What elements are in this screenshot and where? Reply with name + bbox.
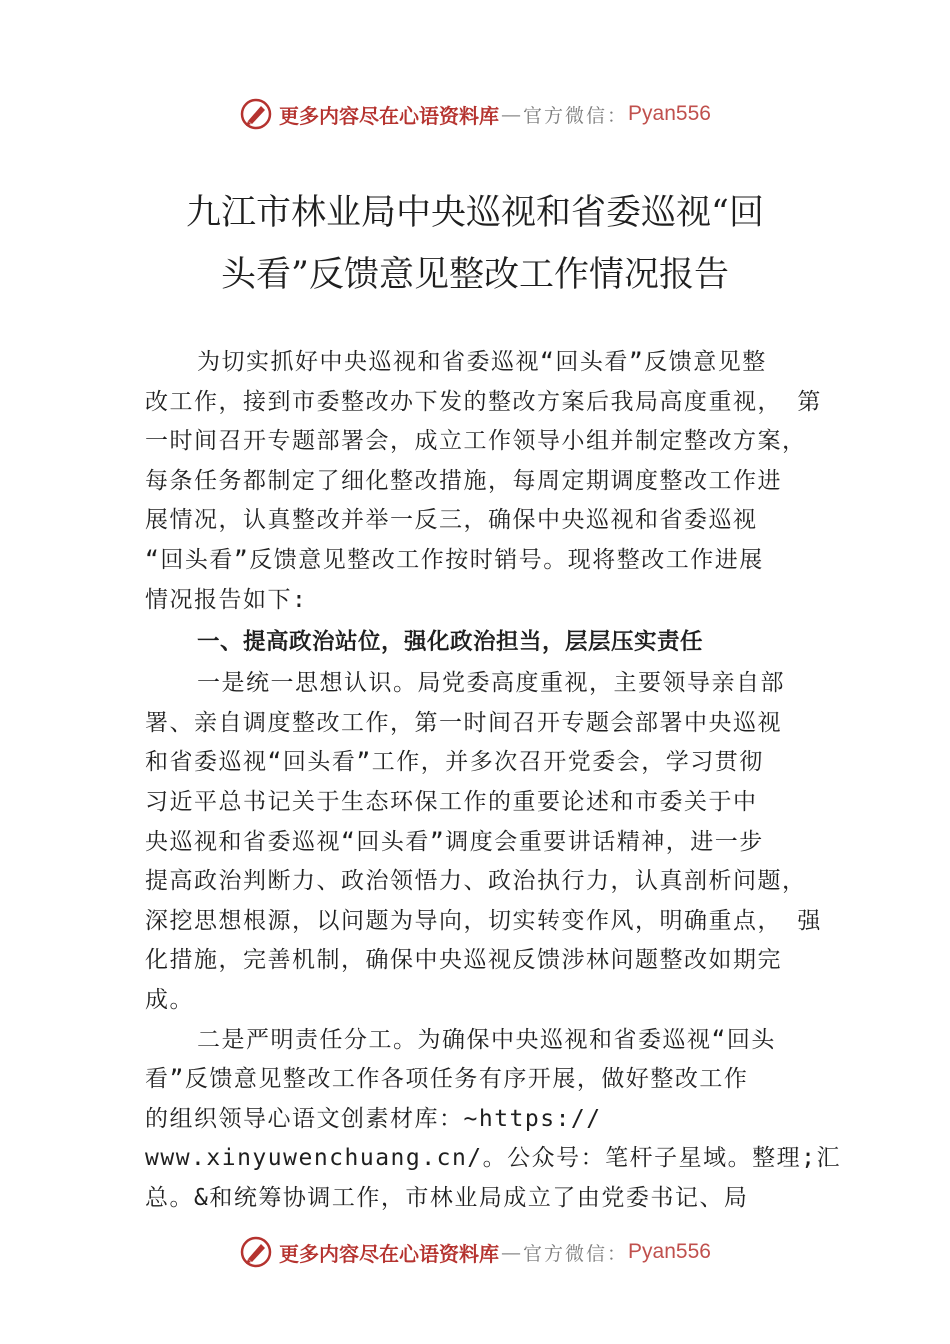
document-body	[145, 343, 841, 1218]
body-line: 看”反馈意见整改工作各项任务有序开展，做好整改工作	[145, 1066, 749, 1093]
header-watermark-banner	[0, 92, 950, 136]
body-line: 央巡视和省委巡视“回头看”调度会重要讲话精神，进一步	[145, 828, 764, 855]
body-line: 署、亲自调度整改工作，第一时间召开专题会部署中央巡视	[145, 709, 782, 736]
body-line: 深挖思想根源，以问题为导向，切实转变作风，明确重点， 强	[145, 907, 822, 934]
body-line: 总。&和统筹协调工作，市林业局成立了由党委书记、局	[145, 1184, 749, 1211]
banner-wechat-label: 官方微信：	[523, 104, 629, 127]
body-line: 的组织领导心语文创素材库：~https://	[145, 1105, 602, 1132]
footer-watermark-banner	[0, 1230, 950, 1274]
body-line: 和省委巡视“回头看”工作，并多次召开党委会，学习贯彻	[145, 749, 764, 776]
title-line-1: 九江市林业局中央巡视和省委巡视“回	[186, 193, 764, 233]
body-line: www.xinyuwenchuang.cn/。公众号：笔杆子星域。整理;汇	[145, 1145, 841, 1172]
body-line: 成。	[145, 986, 194, 1013]
body-line: 二是严明责任分工。为确保中央巡视和省委巡视“回头	[197, 1026, 776, 1053]
body-line: “回头看”反馈意见整改工作按时销号。现将整改工作进展	[145, 546, 764, 573]
body-line: 为切实抓好中央巡视和省委巡视“回头看”反馈意见整	[197, 349, 767, 375]
body-line: 化措施，完善机制，确保中央巡视反馈涉林问题整改如期完	[145, 947, 782, 974]
body-line: 习近平总书记关于生态环保工作的重要论述和市委关于中	[145, 788, 758, 815]
document-title	[150, 182, 800, 306]
banner-text: 更多内容尽在心语资料库	[279, 103, 500, 128]
banner-separator: —	[501, 102, 522, 126]
pen-nib-logo-icon	[239, 1235, 273, 1269]
body-line: 一时间召开专题部署会，成立工作领导小组并制定整改方案，	[145, 428, 807, 455]
body-line: 每条任务都制定了细化整改措施，每周定期调度整改工作进	[145, 467, 782, 494]
banner-separator: —	[501, 1240, 522, 1264]
banner-text: 更多内容尽在心语资料库	[279, 1241, 500, 1266]
title-line-2: 头看”反馈意见整改工作情况报告	[221, 255, 729, 295]
banner-wechat-id: Pyan556	[628, 1240, 711, 1263]
section-heading: 一、提高政治站位，强化政治担当，层层压实责任	[197, 629, 704, 656]
banner-wechat-id: Pyan556	[628, 102, 711, 125]
body-line: 改工作，接到市委整改办下发的整改方案后我局高度重视， 第	[145, 388, 822, 415]
body-line: 展情况，认真整改并举一反三，确保中央巡视和省委巡视	[145, 507, 758, 534]
banner-wechat-label: 官方微信：	[523, 1242, 629, 1265]
body-line: 提高政治判断力、政治领悟力、政治执行力，认真剖析问题，	[145, 868, 807, 895]
body-line: 情况报告如下:	[145, 586, 308, 613]
body-line: 一是统一思想认识。局党委高度重视，主要领导亲自部	[197, 670, 785, 697]
pen-nib-logo-icon	[239, 97, 273, 131]
